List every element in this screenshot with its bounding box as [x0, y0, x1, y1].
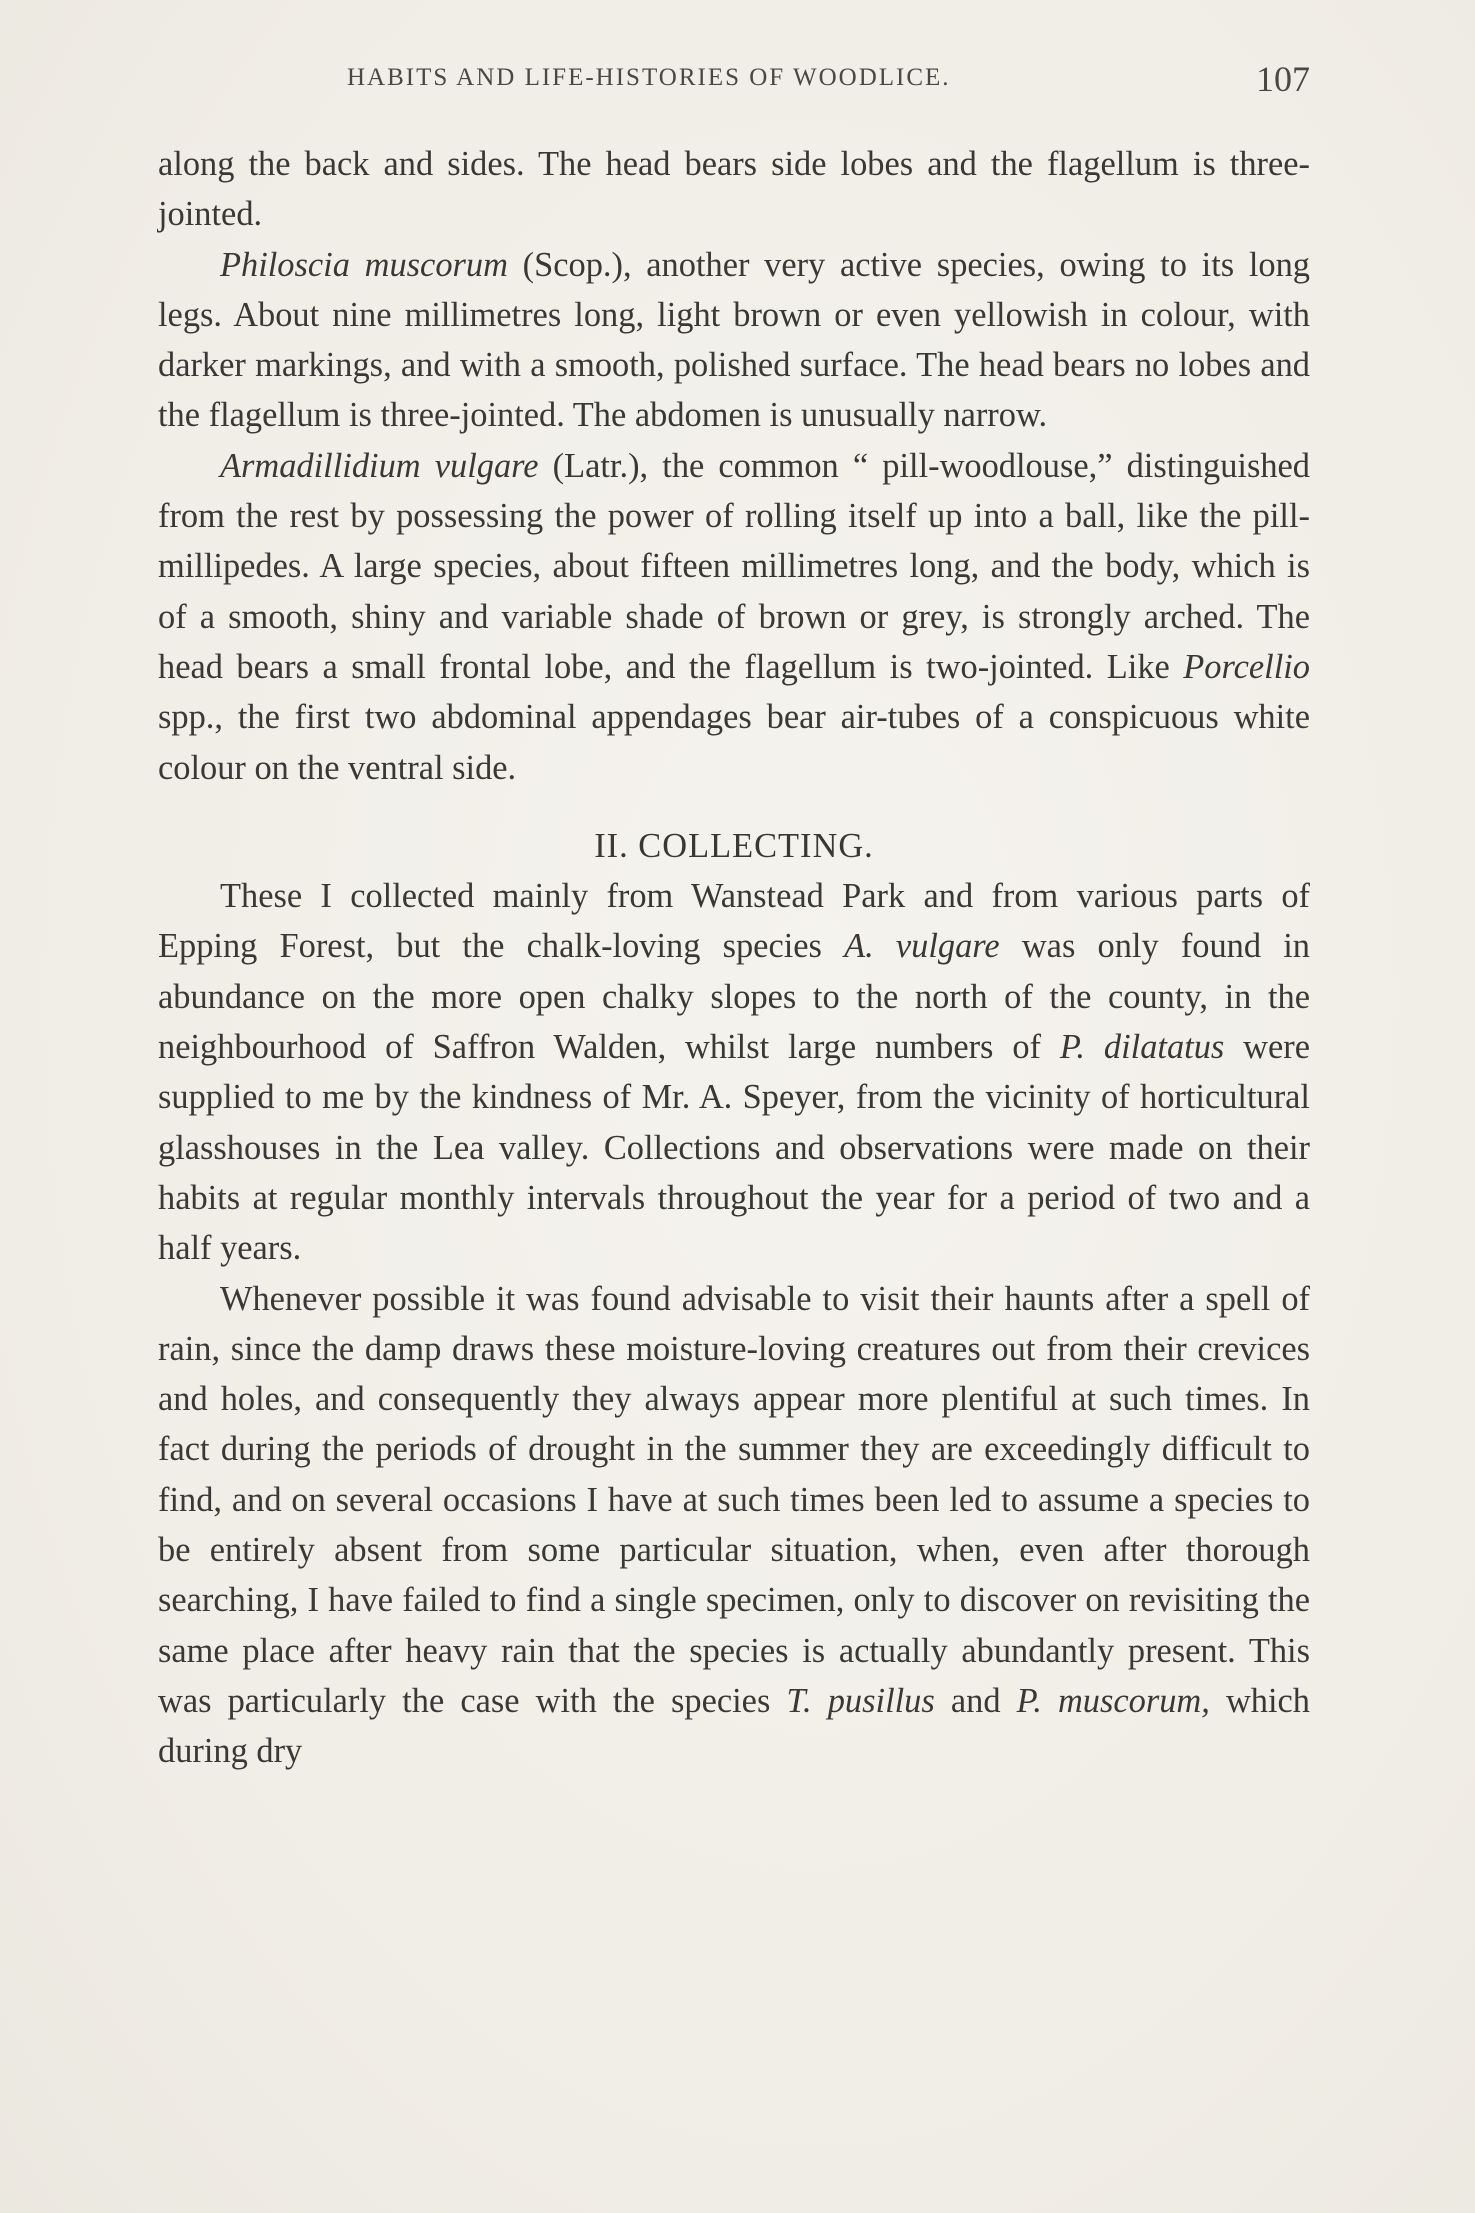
- section-heading: II. COLLECTING.: [594, 826, 874, 865]
- collecting-2-text-a: Whenever possible it was found advisable to visit their haunts after a spell of rain, since the damp draws these moisture-loving creatures out from their crevices and holes, and consequently they always appear more plentiful at such times. In fact during the periods of drought in the summer they are exceedingly difficult to find, and on several occasions I have at such times been led to assume a species to be entirely absent from some particular situation, when, even after thorough searching, I have failed to find a single specimen, only to discover on revisiting the same place after heavy rain that the species is actually abundantly present. This was particularly the case with the species: [158, 1279, 1310, 1720]
- paragraph-1: along the back and sides. The head bears side lobes and the flagellum is three-jointed.: [158, 145, 1310, 234]
- body-text: [158, 139, 1310, 1777]
- paragraph-collecting-1: [158, 871, 1310, 1273]
- page-number: 107: [1256, 59, 1310, 99]
- species-t-pusillus: T. pusillus: [786, 1681, 935, 1720]
- page-header: [160, 59, 1310, 104]
- genus-name-porcellio: Porcellio: [1183, 647, 1310, 686]
- paragraph-armadillidium: [158, 441, 1310, 793]
- paragraph-philoscia: [158, 240, 1310, 441]
- species-a-vulgare: A. vulgare: [844, 927, 1000, 966]
- paragraph-armadillidium-text-a: (Latr.), the common “ pill-woodlouse,” distinguished from the rest by possessing the power of rolling itself up into a ball, like the pill-millipedes. A large species, about fifteen millimetres long, and the body, which is of a smooth, shiny and variable shade of brown or grey, is strongly arched. The head bears a small frontal lobe, and the flagellum is two-jointed. Like: [158, 446, 1310, 686]
- collecting-1-text-c: were supplied to me by the kindness of Mr. A. Speyer, from the vicinity of horticultural glasshouses in the Lea valley. Collections and observations were made on their habits at regular monthly intervals throughout the year for a period of two and a half years.: [158, 1028, 1310, 1268]
- running-title: HABITS AND LIFE-HISTORIES OF WOODLICE.: [347, 64, 951, 91]
- species-name-armadillidium: Armadillidium vulgare: [220, 446, 539, 485]
- collecting-2-text-c: which during dry: [158, 1681, 1310, 1771]
- species-p-dilatatus: P. dilatatus: [1059, 1028, 1225, 1067]
- collecting-1-text-a: These I collected mainly from Wanstead Park and from various parts of Epping Forest, but the chalk-loving species: [158, 877, 1310, 966]
- paragraph-armadillidium-text-b: spp., the first two abdominal appendages bear air-tubes of a conspicuous white colour on the ventral side.: [158, 698, 1310, 787]
- collecting-2-text-b: and: [934, 1681, 1017, 1720]
- species-p-muscorum: P. muscorum,: [1016, 1681, 1210, 1720]
- species-name-philoscia: Philoscia muscorum: [220, 245, 508, 284]
- collecting-1-text-b: was only found in abundance on the more open chalky slopes to the north of the county, in the neighbourhood of Saffron Walden, whilst large numbers of: [158, 927, 1310, 1067]
- paragraph-philoscia-text: (Scop.), another very active species, owing to its long legs. About nine millimetres long, light brown or even yellowish in colour, with darker markings, and with a smooth, polished surface. The head bears no lobes and the flagellum is three-jointed. The abdomen is unusually narrow.: [158, 245, 1311, 435]
- paragraph-collecting-2: [158, 1274, 1310, 1777]
